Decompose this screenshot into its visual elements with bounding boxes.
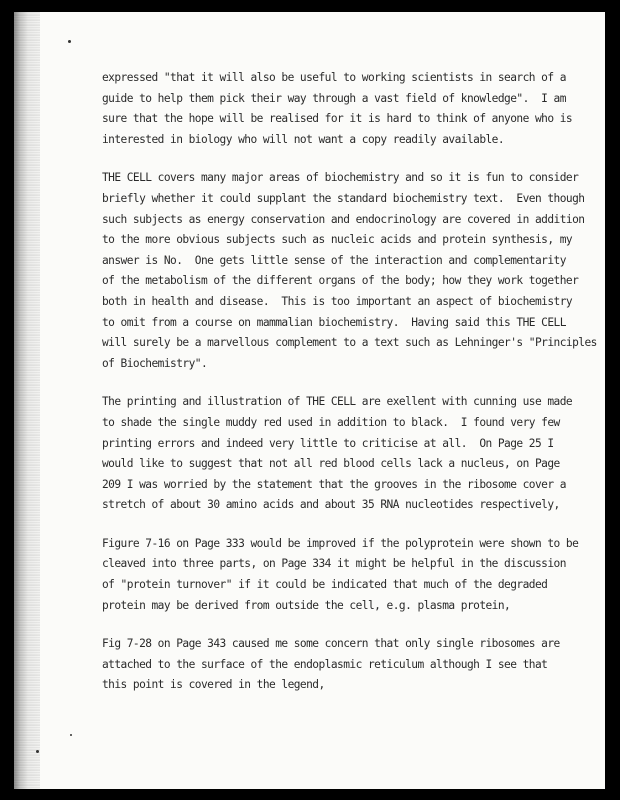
- paragraph: [102, 392, 572, 516]
- text-line: Fig 7-28 on Page 343 caused me some concern that only single ribosomes are: [102, 637, 560, 651]
- ink-speck: [36, 750, 39, 753]
- text-line: to shade the single muddy red used in addition to black. I found very few: [102, 415, 560, 429]
- text-line: protein may be derived from outside the cell, e.g. plasma protein,: [102, 598, 511, 612]
- paragraph: [102, 168, 597, 374]
- text-line: would like to suggest that not all red blood cells lack a nucleus, on Page: [102, 457, 560, 471]
- text-line: to omit from a course on mammalian biochemistry. Having said this THE CELL: [102, 315, 566, 329]
- paragraph: [102, 534, 579, 616]
- typed-page: [14, 12, 605, 789]
- text-line: stretch of about 30 amino acids and about 35 RNA nucleotides respectively,: [102, 498, 560, 512]
- text-line: of the metabolism of the different organs of the body; how they work together: [102, 274, 579, 288]
- text-line: sure that the hope will be realised for it is hard to think of anyone who is: [102, 112, 573, 126]
- ink-speck: [70, 734, 72, 736]
- text-line: Figure 7-16 on Page 333 would be improved if the polyprotein were shown to be: [102, 536, 579, 550]
- text-line: THE CELL covers many major areas of biochemistry and so it is fun to consider: [102, 171, 579, 185]
- binding-edge: [14, 12, 40, 789]
- text-line: The printing and illustration of THE CELL are exellent with cunning use made: [102, 395, 573, 409]
- text-line: to the more obvious subjects such as nucleic acids and protein synthesis, my: [102, 233, 573, 247]
- page-body: [102, 68, 597, 714]
- text-line: of "protein turnover" if it could be indicated that much of the degraded: [102, 578, 548, 592]
- text-line: this point is covered in the legend,: [102, 678, 325, 692]
- text-line: of Biochemistry".: [102, 356, 208, 370]
- text-line: will surely be a marvellous complement to a text such as Lehninger's "Principles: [102, 336, 597, 350]
- ink-speck: [68, 40, 71, 43]
- paragraph: [102, 68, 572, 150]
- text-line: expressed "that it will also be useful to working scientists in search of a: [102, 71, 566, 84]
- text-line: such subjects as energy conservation and endocrinology are covered in addition: [102, 212, 585, 226]
- text-line: answer is No. One gets little sense of the interaction and complementarity: [102, 253, 566, 267]
- text-line: cleaved into three parts, on Page 334 it might be helpful in the discussion: [102, 557, 566, 571]
- text-line: briefly whether it could supplant the standard biochemistry text. Even though: [102, 191, 585, 205]
- text-line: interested in biology who will not want a copy readily available.: [102, 132, 505, 146]
- text-line: 209 I was worried by the statement that the grooves in the ribosome cover a: [102, 477, 566, 491]
- text-line: both in health and disease. This is too important an aspect of biochemistry: [102, 294, 573, 308]
- text-line: printing errors and indeed very little to criticise at all. On Page 25 I: [102, 436, 554, 450]
- text-line: attached to the surface of the endoplasmic reticulum although I see that: [102, 657, 548, 671]
- text-line: guide to help them pick their way through a vast field of knowledge". I am: [102, 91, 566, 105]
- paragraph: [102, 634, 572, 696]
